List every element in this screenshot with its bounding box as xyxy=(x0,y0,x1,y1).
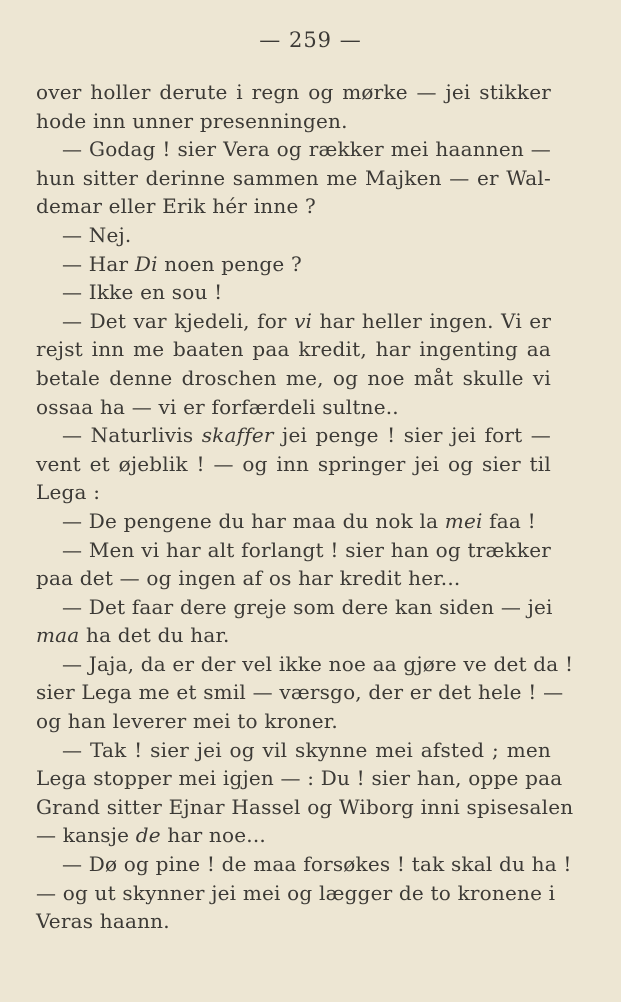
text-line: betale denne droschen me, og noe måt skulle vi xyxy=(36,365,551,390)
text-line: — Det faar dere greje som dere kan siden — jei xyxy=(62,594,553,619)
text-line: over holler derute i regn og mørke — jei stikker xyxy=(36,80,551,104)
text-line: — Jaja, da er der vel ikke noe aa gjøre ve det da ! xyxy=(62,651,574,676)
text-line: — De pengene du har maa du nok la mei faa ! xyxy=(62,508,536,533)
text-line: rejst inn me baaten paa kredit, har ingenting aa xyxy=(36,337,551,362)
text-line: vent et øjeblik ! — og inn springer jei og sier til xyxy=(36,451,551,476)
page-body xyxy=(36,78,574,936)
text-line: paa det — og ingen af os har kredit her... xyxy=(36,566,461,591)
text-line: — Men vi har alt forlangt ! sier han og trækker xyxy=(62,537,551,562)
text-line: — Godag ! sier Vera og rækker mei haannen — xyxy=(62,137,551,162)
text-line: — Det var kjedeli, for vi har heller ingen. Vi er xyxy=(62,308,552,333)
text-line: — Har Di noen penge ? xyxy=(62,251,302,276)
text-line: sier Lega me et smil — værsgo, der er det hele ! — xyxy=(36,680,564,705)
text-line: — Tak ! sier jei og vil skynne mei afsted ; men xyxy=(62,737,551,762)
text-line: Lega stopper mei igjen — : Du ! sier han, oppe paa xyxy=(36,766,563,791)
text-line: — Ikke en sou ! xyxy=(62,280,223,305)
text-line: ossaa ha — vi er forfærdeli sultne.. xyxy=(36,394,399,419)
text-line: demar eller Erik hér inne ? xyxy=(36,194,316,219)
text-line: — kansje de har noe... xyxy=(36,823,266,848)
text-line: — Naturlivis skaffer jei penge ! sier jei fort — xyxy=(62,423,551,448)
text-line: Grand sitter Ejnar Hassel og Wiborg inni spisesalen xyxy=(36,794,574,819)
text-line: — og ut skynner jei mei og lægger de to kronene i xyxy=(36,880,556,905)
text-line: maa ha det du har. xyxy=(36,623,230,648)
text-line: — Nej. xyxy=(62,222,132,247)
text-line: — Dø og pine ! de maa forsøkes ! tak skal du ha ! xyxy=(62,852,572,877)
text-line: og han leverer mei to kroner. xyxy=(36,709,338,734)
text-line: Lega : xyxy=(36,480,101,505)
text-line: Veras haann. xyxy=(36,909,170,934)
text-line: hode inn unner presenningen. xyxy=(36,108,348,133)
text-line: hun sitter derinne sammen me Majken — er Wal- xyxy=(36,165,551,190)
page-number: — 259 — xyxy=(259,28,362,52)
